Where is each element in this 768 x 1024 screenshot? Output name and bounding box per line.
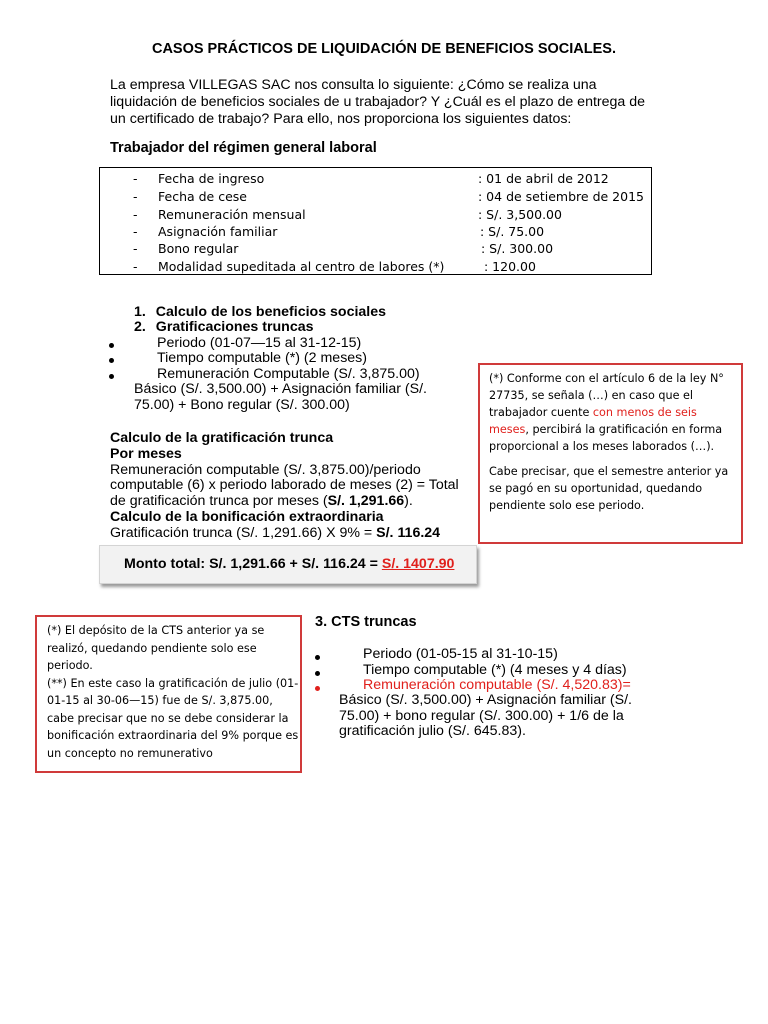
row-value: : 04 de setiembre de 2015 (478, 189, 644, 204)
calc-heading: Calculo de la bonificación extraordinaria (110, 508, 384, 525)
calc-line (110, 526, 465, 542)
row-label: Asignación familiar (158, 224, 278, 239)
detail-line: Básico (S/. 3,500.00) + Asignación familiar (S/. (134, 381, 427, 397)
remuneration-detail (134, 382, 427, 413)
detail-line: 75.00) + Bono regular (S/. 300.00) (134, 396, 350, 413)
worker-data-table (99, 167, 652, 275)
data-row (100, 241, 653, 259)
note-line: proporcional a los meses laborados (…). (489, 440, 715, 453)
gratification-calculation (110, 431, 465, 542)
note-line: (*) El depósito de la CTS anterior ya se (47, 624, 265, 637)
note-line: bonificación extraordinaria del 9% porque es (47, 729, 299, 742)
data-row (100, 189, 653, 207)
row-label: Fecha de cese (158, 189, 247, 204)
bullet-dot (109, 358, 114, 363)
detail-line: gratificación julio (S/. 645.83). (339, 723, 526, 739)
total-box (99, 545, 477, 584)
row-dash: - (133, 259, 138, 274)
note-line: 01-15 al 30-06—15) fue de S/. 3,875.00, (47, 694, 273, 707)
row-label: Modalidad supeditada al centro de labores (*) (158, 259, 445, 274)
calc-line: Remuneración computable (S/. 3,875.00)/periodo (110, 461, 421, 478)
calc-heading: Calculo de la gratificación trunca (110, 430, 334, 446)
note-line: 27735, se señala (…) en caso que el (489, 389, 694, 402)
note-highlight: meses (489, 423, 526, 436)
total-line (124, 556, 454, 572)
item-text: Calculo de los beneficios sociales (155, 304, 387, 320)
calc-text: de gratificación trunca por meses ( (110, 493, 328, 510)
item-number: 2. (134, 319, 146, 335)
data-row (100, 171, 653, 189)
note-line: Cabe precisar, que el semestre anterior ya (489, 465, 729, 478)
note-text: trabajador cuente (489, 406, 593, 419)
detail-line: Básico (S/. 3,500.00) + Asignación familiar (S/. (339, 692, 632, 708)
data-row (100, 259, 653, 277)
row-value: : S/. 3,500.00 (478, 207, 562, 222)
row-dash: - (133, 207, 138, 222)
note-line: realizó, quedando pendiente solo ese (47, 641, 257, 655)
note-box-gratification (478, 363, 743, 544)
bullet-dot (315, 655, 320, 660)
total-label: Monto total: S/. 1,291.66 + S/. 116.24 = (124, 556, 382, 572)
intro-line: La empresa VILLEGAS SAC nos consulta lo siguiente: ¿Cómo se realiza una (110, 77, 597, 93)
bullet-text: Periodo (01-05-15 al 31-10-15) (363, 646, 558, 662)
cts-remuneration-detail (339, 693, 632, 740)
bullet-dot (109, 343, 114, 348)
total-value: S/. 1407.90 (381, 556, 455, 572)
page-title: CASOS PRÁCTICOS DE LIQUIDACIÓN DE BENEFICIOS SOCIALES. (151, 41, 617, 57)
bullet-dot (109, 374, 114, 379)
row-dash: - (133, 171, 138, 186)
note-line (489, 404, 741, 421)
data-row (100, 207, 653, 225)
calc-text: Gratificación trunca (S/. 1,291.66) X 9% = (110, 524, 377, 541)
note-line: se pagó en su oportunidad, quedando (489, 482, 703, 495)
numbered-item (134, 320, 314, 336)
note-line: pendiente solo ese periodo. (489, 499, 645, 512)
note-line (489, 421, 741, 438)
data-row (100, 224, 653, 242)
note-box-cts (35, 615, 302, 773)
intro-line: un certificado de trabajo? Para ello, nos proporciona los siguientes datos: (110, 111, 572, 127)
note-line: cabe precisar que no se debe considerar la (47, 711, 289, 725)
note-line: (*) Conforme con el artículo 6 de la ley N° (489, 372, 724, 385)
note-line: periodo. (47, 659, 93, 672)
intro-paragraph (110, 77, 670, 128)
bullet-text: Tiempo computable (*) (4 meses y 4 días) (363, 662, 627, 678)
worker-subheading: Trabajador del régimen general laboral (110, 140, 377, 156)
note-line: un concepto no remunerativo (47, 746, 213, 760)
bullet-dot (315, 671, 320, 676)
calc-text: ). (404, 493, 413, 510)
row-dash: - (133, 189, 138, 204)
bullet-text-highlight: Remuneración computable (S/. 4,520.83)= (363, 677, 631, 693)
calc-line (110, 494, 465, 510)
bullet-dot-red (315, 686, 320, 691)
cts-heading: 3. CTS truncas (315, 614, 417, 630)
calc-amount: S/. 1,291.66 (327, 493, 405, 510)
bullet-text: Periodo (01-07—15 al 31-12-15) (157, 335, 362, 351)
note-text: , percibirá la gratificación en forma (525, 423, 723, 436)
note-highlight: con menos de seis (592, 406, 697, 419)
bullet-text: Tiempo computable (*) (2 meses) (157, 350, 367, 366)
row-value: : S/. 75.00 (480, 224, 545, 239)
bullet-text: Remuneración Computable (S/. 3,875.00) (157, 366, 420, 382)
calc-amount: S/. 116.24 (376, 524, 441, 541)
row-label: Fecha de ingreso (158, 171, 265, 186)
row-label: Remuneración mensual (158, 207, 306, 222)
calc-subheading: Por meses (110, 445, 182, 462)
note-line: (**) En este caso la gratificación de julio (01- (47, 676, 299, 690)
detail-line: 75.00) + bono regular (S/. 300.00) + 1/6 de la (339, 707, 624, 724)
row-value: : S/. 300.00 (481, 241, 554, 256)
calc-line: computable (6) x periodo laborado de meses (2) = Total (110, 477, 459, 494)
item-number: 1. (134, 304, 146, 320)
row-value: : 01 de abril de 2012 (478, 171, 609, 186)
row-dash: - (133, 224, 138, 239)
row-value: : 120.00 (484, 259, 536, 274)
item-text: Gratificaciones truncas (155, 319, 314, 335)
intro-line: liquidación de beneficios sociales de u trabajador? Y ¿Cuál es el plazo de entrega de (110, 94, 646, 110)
row-label: Bono regular (158, 241, 239, 256)
row-dash: - (133, 241, 138, 256)
